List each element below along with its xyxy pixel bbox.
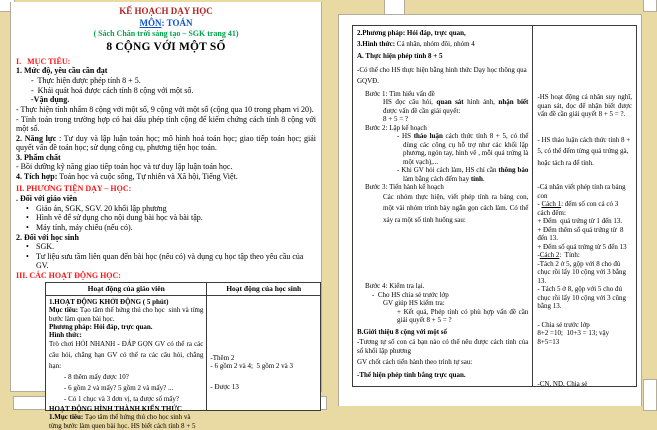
text-line: Bước 3: Tiến hành kế hoạch <box>365 183 444 191</box>
text-line: + Đếm số quả trứng từ 5 đến 13 <box>537 242 627 251</box>
text-line: Bước 2: Lập kế hoạch <box>365 123 427 132</box>
text-line: 8 + 5 = ? <box>383 115 409 123</box>
text-line: + Đếm quả trứng từ 1 đến 13. <box>537 217 623 225</box>
text-line: • Tư liệu sưu tầm liên quan đến bài học (nếu có) và dụng cụ học tập theo yêu cầu của GV. <box>24 252 316 270</box>
text-line: + Đếm thêm số quả trứng từ 8 đến 13. <box>537 225 626 242</box>
section-heading-3: III. CÁC HOẠT ĐỘNG HỌC: <box>16 270 121 280</box>
text-line: -Có thể cho HS thực hiện bằng hình thức Dạy học thông qua GQVĐ. <box>357 65 529 85</box>
teacher-activities-cell <box>353 26 532 386</box>
text-line: HOẠT ĐỘNG HÌNH THÀNH KIẾN THỨC <box>49 405 182 414</box>
teacher-activities-header: Hoạt động của giáo viên <box>87 284 165 294</box>
text-line: -Thể hiện phép tính bằng trực quan. <box>357 370 466 379</box>
doc-title: KẾ HOẠCH DẠY HỌC <box>119 6 213 16</box>
activities-table-row <box>353 26 636 386</box>
doc-book-ref: ( Sách Chân trời sáng tạo – SGK trang 41) <box>93 29 239 38</box>
text-line: . Đối với giáo viên <box>16 193 78 203</box>
section-heading-2: II. PHƯƠNG TIỆN DẠY – HỌC: <box>16 184 132 194</box>
text-line: -HS hoạt động cá nhân suy nghĩ, quan sát, đọc để nhận biết được vấn đề cần giải quyết 8 + 5 = ?. <box>537 93 634 118</box>
text-line: - Bồi dưỡng kỹ năng giao tiếp toán học và tư duy lập luận toán học. <box>16 162 233 172</box>
student-activities-header: Hoạt động của học sinh <box>206 283 320 295</box>
teacher-activities-cell <box>46 296 206 430</box>
text-line: 2.Phương pháp: Hỏi đáp, trực quan, <box>357 29 466 37</box>
text-line: -CN, ND, Chia sẻ <box>537 380 588 388</box>
left-page-body <box>16 6 316 280</box>
text-line: A. Thực hiện phép tính 8 + 5 <box>357 52 443 60</box>
text-line: - Thực hiện tính nhẩm 8 cộng với một số, 9 cộng với một số (cộng qua 10 trong phạm vi 20). <box>16 105 314 115</box>
text-line: - Tách 5 ở 8, gộp với 5 cho đủ chục rồi lấy 10 cộng với 3 cũng bằng 13. <box>537 285 628 310</box>
page-fragment-top-middle <box>384 0 405 15</box>
lesson-title: 8 CỘNG VỚI MỘT SỐ <box>106 40 226 53</box>
page-fragment-top-right <box>643 0 657 12</box>
text-line: - Cho HS chia sẻ trước lớp <box>372 290 449 299</box>
text-line: GV chốt cách tiến hành theo trình tự sau: <box>357 358 473 366</box>
student-activities-cell <box>532 26 636 386</box>
text-line: -Vận dụng. <box>31 95 70 105</box>
text-line: 3.Hình thức: Cá nhân, nhóm đôi, nhóm 4 <box>357 39 475 48</box>
text-line: 4. Tích hợp: Toán học và cuộc sống, Tự nhiên và Xã hội, Tiếng Việt. <box>16 171 238 181</box>
text-line: - HS thảo luận cách thức tính 8 + 5, có thể dùng các công cụ hỗ trợ như các khối lập phương, ngón tay, hình vẽ , mỗi quả trứng là một vạch),... <box>397 132 531 166</box>
text-line: 1.Mục tiêu: Tạo tâm thế hứng thú cho học sinh và từng bước làm quen bài học. HS biết cách tính 8 + 5 <box>49 413 196 430</box>
text-line: • SGK. <box>24 242 316 251</box>
text-line: B.Giới thiệu 8 cộng với một số <box>357 327 448 336</box>
student-activities-cell <box>206 296 320 411</box>
text-line: Mục tiêu: Tạo tâm thế hứng thú cho học sinh và từng bước làm quen bài học. <box>49 306 206 323</box>
text-line: -Cách 2: Tính: <box>537 251 580 259</box>
text-line: Bước 4: Kiểm tra lại. <box>365 282 425 290</box>
text-line: Bước 1: Tìm hiểu vấn đề <box>365 89 435 98</box>
text-line: - Thực hiện được phép tính 8 + 5. <box>31 75 141 85</box>
activities-table-row <box>46 296 320 430</box>
text-line: - Tính toán trong trường hợp có hai dấu phép tính cộng để kiểm chứng cách tính 8 cộng với một số. <box>16 114 318 133</box>
text-line: Hình thức: <box>49 330 82 339</box>
text-line: 1. Mức độ, yêu cầu cần đạt <box>16 66 108 76</box>
text-line: • Máy tính, máy chiếu (nếu có). <box>24 223 316 232</box>
activities-table-page2 <box>352 25 637 387</box>
text-line: - 8 thêm mấy được 10? <box>64 373 129 382</box>
text-line: GV giúp HS kiểm tra: <box>383 299 445 307</box>
text-line: + Kết quả, Phép tính có phù hợp vấn đề cần giải quyết 8 + 5 = ? <box>397 307 531 324</box>
text-line: - HS thảo luận cách thức tính 8 + 5, có thể đếm từng quả trứng gà, hoặc tách ra để tính. <box>537 135 632 167</box>
text-line: Các nhóm thực hiện, viết phép tính ra bảng con, một vài nhóm trình bày ngắn gọn cách làm. Có thể xảy ra một số tình huống sau: <box>383 192 531 224</box>
left-page[interactable] <box>10 2 322 430</box>
text-line: 2. Năng lực : Tư duy và lập luận toán học; mô hình hoá toán học; giao tiếp toán học; giải quyết vấn đề toán học; sử dụng công cụ, phương tiện học toán. <box>16 133 318 152</box>
doc-subject: MÔN: TOÁN <box>139 17 193 28</box>
text-line: 3. Phẩm chất <box>16 152 61 162</box>
text-line: Phương pháp: Hỏi đáp, trực quan. <box>49 322 153 331</box>
text-line: - Cách 1: đếm số con cá có 3 cách đếm: <box>537 200 620 217</box>
text-line: - 6 gồm 2 và mấy? 5 gồm 2 và mấy? ... <box>64 384 174 393</box>
text-line: -Thêm 2 <box>210 354 235 363</box>
text-line: • Hình vẽ để sử dụng cho nội dung bài học và bài tập. <box>24 213 316 222</box>
section-heading-1: I. MỤC TIÊU: <box>16 56 71 66</box>
text-line: -Cá nhân viết phép tính ra bảng con <box>537 183 628 200</box>
text-line: - Được 13 <box>210 382 239 391</box>
text-line: - 6 gồm 2 và 4; 5 gồm 2 và 3 <box>210 362 294 371</box>
activities-table-page1 <box>45 282 321 430</box>
text-line: 1.HOẠT ĐỘNG KHỞI ĐỘNG ( 5 phút) <box>49 298 169 307</box>
text-line: - Khi GV hỏi cách làm, HS chỉ cần thông báo làm bằng cách đếm hay tính. <box>397 166 531 183</box>
text-line: - Có 1 chục và 3 đơn vị, ta được số mấy? <box>64 395 180 404</box>
text-line: -Tách 2 ở 5, gộp với 8 cho đủ chục rồi lấy 10 cộng với 3 bằng 13. <box>537 259 630 285</box>
page-fragment-bottom-right <box>643 379 657 411</box>
activities-table-header <box>46 283 320 296</box>
text-line: Trò chơi HỎI NHANH - ĐÁP GỌN GV có thể ra các câu hỏi, chẳng hạn GV có thể ra các câu hỏi, chẳng hạn: <box>49 340 206 371</box>
text-line: HS đọc câu hỏi, quan sát hình ảnh, nhận biết được vấn đề cần giải quyết: <box>383 98 531 115</box>
text-line: 2. Đối với học sinh <box>16 232 79 242</box>
text-line: • Giáo án, SGK, SGV. 20 khối lập phương <box>24 204 316 213</box>
text-line: - Khái quát hoá được cách tính 8 cộng với một số. <box>31 85 194 95</box>
text-line: -Tương tự số con cá bạn nào có thể nêu được cách tính của số khối lập phương <box>357 338 531 355</box>
text-line: 8+2 =10; 10+3 = 13; vậy 8+5=13 <box>537 329 611 346</box>
right-page[interactable] <box>338 14 642 406</box>
text-line: - Chia sẻ trước lớp <box>537 320 590 329</box>
